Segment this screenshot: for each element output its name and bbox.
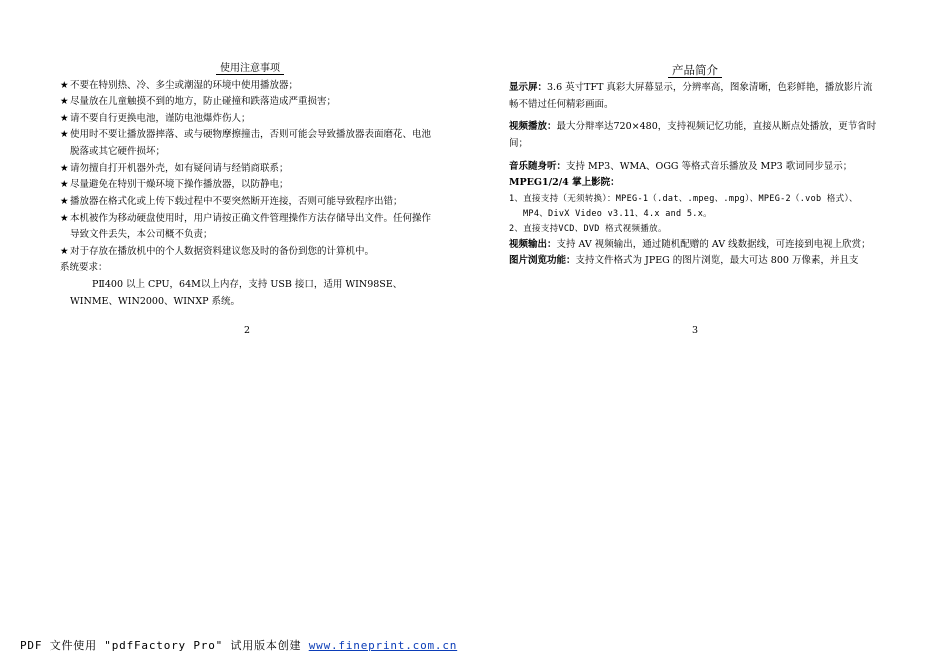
precaution-item	[60, 127, 440, 160]
star-bullet-icon: ★	[60, 96, 69, 108]
display-section: 显示屏：3.6 英寸TFT 真彩大屏幕显示，分辨率高，图象清晰，色彩鲜艳，播放影片流畅不错过任何精彩画面。	[509, 82, 873, 110]
fineprint-link[interactable]: www.fineprint.com.cn	[308, 639, 458, 652]
precaution-text: 本机被作为移动硬盘使用时，用户请按正确文件管理操作方法存储导出文件。任何操作导致文件丢失，本公司概不负责；	[70, 212, 432, 241]
precaution-item	[60, 244, 440, 261]
precaution-text: 请不要自行更换电池，谨防电池爆炸伤人；	[70, 112, 251, 124]
precaution-text: 对于存放在播放机中的个人数据资料建议您及时的备份到您的计算机中。	[70, 245, 375, 257]
star-bullet-icon: ★	[60, 112, 69, 124]
precautions-list	[60, 78, 440, 261]
precaution-item	[60, 161, 440, 178]
page-title: 使用注意事项	[60, 60, 440, 78]
footer-text: PDF 文件使用 "pdfFactory Pro" 试用版本创建	[20, 639, 302, 652]
precaution-text: 请勿擅自打开机器外壳，如有疑问请与经销商联系；	[70, 162, 289, 174]
precaution-item	[60, 78, 440, 95]
precaution-text: 播放器在格式化或上传下载过程中不要突然断开连接，否则可能导致程序出错；	[70, 195, 403, 207]
video-section: 视频播放：最大分辩率达720×480，支持视频记忆功能，直接从断点处播放，更节省时间；	[509, 121, 877, 149]
star-bullet-icon: ★	[60, 162, 69, 174]
precaution-text: 不要在特别热、冷、多尘或潮湿的环境中使用播放器；	[70, 79, 299, 91]
precaution-text: 尽量放在儿童触摸不到的地方，防止碰撞和跌落造成严重损害；	[70, 96, 337, 108]
star-bullet-icon: ★	[60, 129, 69, 141]
page-number-left: 2	[244, 325, 251, 336]
left-page	[60, 60, 440, 310]
star-bullet-icon: ★	[60, 195, 69, 207]
star-bullet-icon: ★	[60, 212, 69, 224]
page-title: 产品简介	[509, 60, 881, 80]
star-bullet-icon: ★	[60, 79, 69, 91]
mpeg-item-1: 1、直接支持（无须转换）：MPEG-1（.dat、.mpeg、.mpg）、MPEG-2（.vob 格式）、MP4、DivX Video v3.11、4.x and 5.x。	[509, 193, 858, 219]
music-section: 音乐随身听：支持 MP3、WMA、OGG 等格式音乐播放及 MP3 歌词同步显示；	[509, 160, 853, 172]
right-page	[509, 60, 881, 270]
star-bullet-icon: ★	[60, 179, 69, 191]
system-requirements-label: 系统要求：	[60, 262, 108, 274]
star-bullet-icon: ★	[60, 245, 69, 257]
video-output-section: 视频输出：支持 AV 视频输出，通过随机配赠的 AV 线数据线，可连接到电视上欣赏；	[509, 238, 871, 250]
mpeg-section-label: MPEG1/2/4 掌上影院：	[509, 177, 620, 189]
precaution-item	[60, 194, 440, 211]
picture-browse-section: 图片浏览功能：支持文件格式为 JPEG 的图片浏览，最大可达 800 万像素，并且支	[509, 255, 859, 267]
footer-watermark	[20, 636, 457, 655]
page-number-right: 3	[692, 325, 699, 336]
precaution-item	[60, 111, 440, 128]
system-requirements-text: PⅡ400 以上 CPU，64M以上内存，支持 USB 接口，适用 WIN98SE、WINME、WIN2000、WINXP 系统。	[70, 279, 403, 307]
precaution-item	[60, 177, 440, 194]
mpeg-item-2: 2、直接支持VCD、DVD 格式视频播放。	[509, 223, 667, 234]
precaution-text: 使用时不要让播放器摔落、或与硬物摩擦撞击，否则可能会导致播放器表面磨花、电池脱落或其它硬件损坏；	[70, 129, 432, 157]
precaution-text: 尽量避免在特别干燥环境下操作播放器，以防静电；	[70, 179, 289, 191]
precaution-item	[60, 94, 440, 111]
precaution-item	[60, 211, 440, 244]
